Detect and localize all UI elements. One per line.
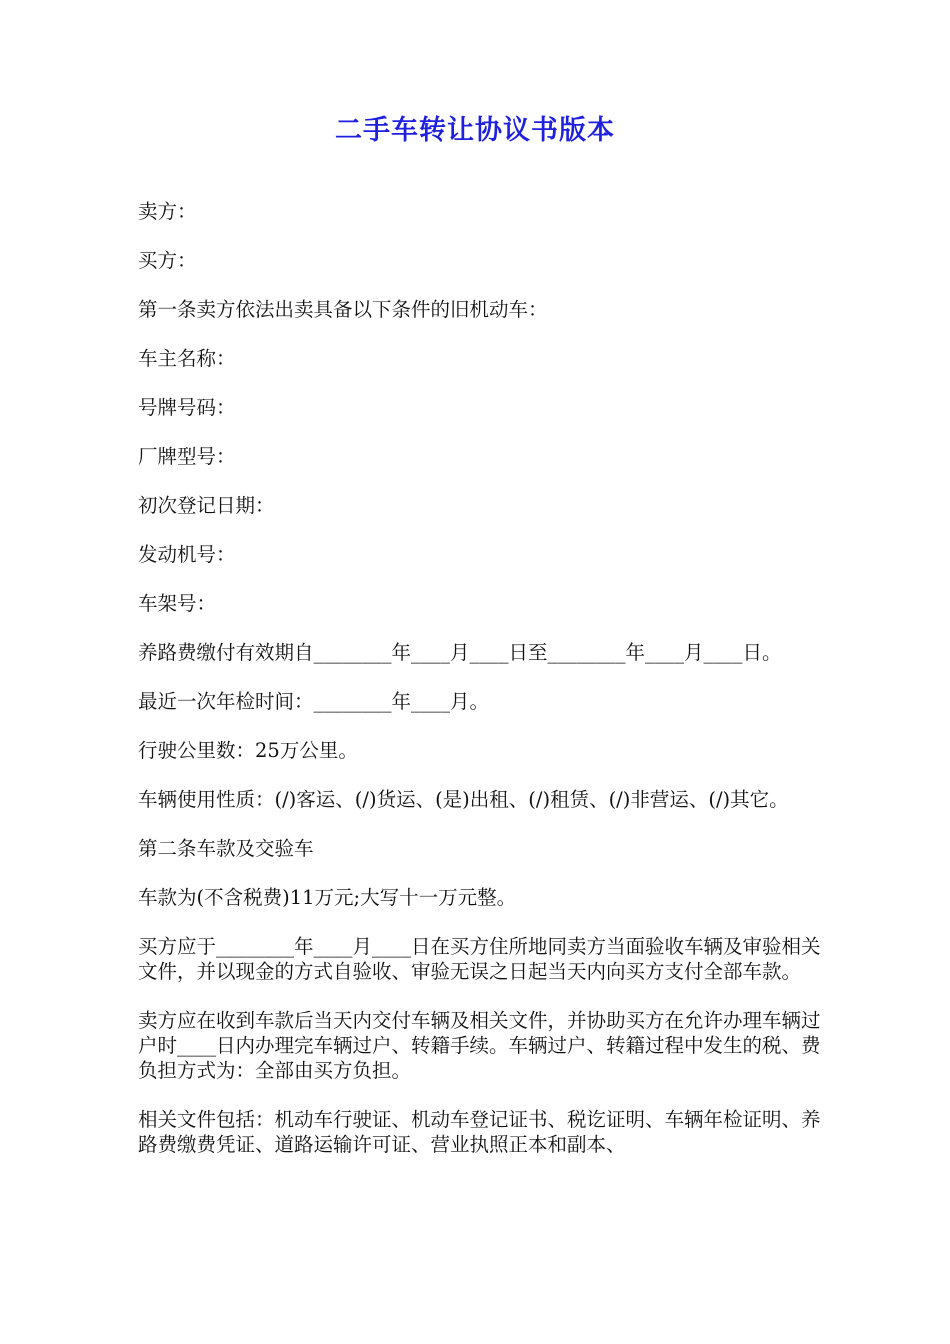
- paragraph-annual-inspection: 最近一次年检时间：________年____月。: [138, 690, 490, 713]
- paragraph-engine-number: 发动机号：: [138, 543, 236, 566]
- paragraph-usage-nature: 车辆使用性质：(/)客运、(/)货运、(是)出租、(/)租赁、(/)非营运、(/)其它。: [138, 788, 789, 811]
- paragraph-first-registration: 初次登记日期：: [138, 494, 275, 517]
- paragraph-brand-model: 厂牌型号：: [138, 445, 236, 468]
- paragraph-frame-number: 车架号：: [138, 592, 217, 615]
- paragraph-related-documents: 相关文件包括：机动车行驶证、机动车登记证书、税讫证明、车辆年检证明、养路费缴费凭证、道路运输许可证、营业执照正本和副本、: [138, 1108, 821, 1156]
- paragraph-seller: 卖方：: [138, 200, 197, 223]
- paragraph-inspection-payment: 买方应于________年____月____日在买方住所地同卖方当面验收车辆及审验相关文件，并以现金的方式自验收、审验无误之日起当天内向买方支付全部车款。: [138, 935, 821, 983]
- paragraph-plate-number: 号牌号码：: [138, 396, 236, 419]
- paragraph-owner-name: 车主名称：: [138, 347, 236, 370]
- paragraph-mileage: 行驶公里数：25万公里。: [138, 739, 358, 762]
- paragraph-buyer: 买方：: [138, 249, 197, 272]
- paragraph-article-1: 第一条卖方依法出卖具备以下条件的旧机动车：: [138, 298, 548, 321]
- paragraph-price: 车款为(不含税费)11万元;大写十一万元整。: [138, 886, 517, 909]
- paragraph-delivery-transfer: 卖方应在收到车款后当天内交付车辆及相关文件，并协助买方在允许办理车辆过户时____日内办理完车辆过户、转籍手续。车辆过户、转籍过程中发生的税、费负担方式为：全部由买方负担。: [138, 1009, 821, 1082]
- document-title: 二手车转让协议书版本: [335, 115, 615, 146]
- document-body: [138, 199, 838, 1181]
- paragraph-road-fee-period: 养路费缴付有效期自________年____月____日至________年____月____日。: [138, 641, 782, 664]
- paragraph-article-2: 第二条车款及交验车: [138, 837, 314, 860]
